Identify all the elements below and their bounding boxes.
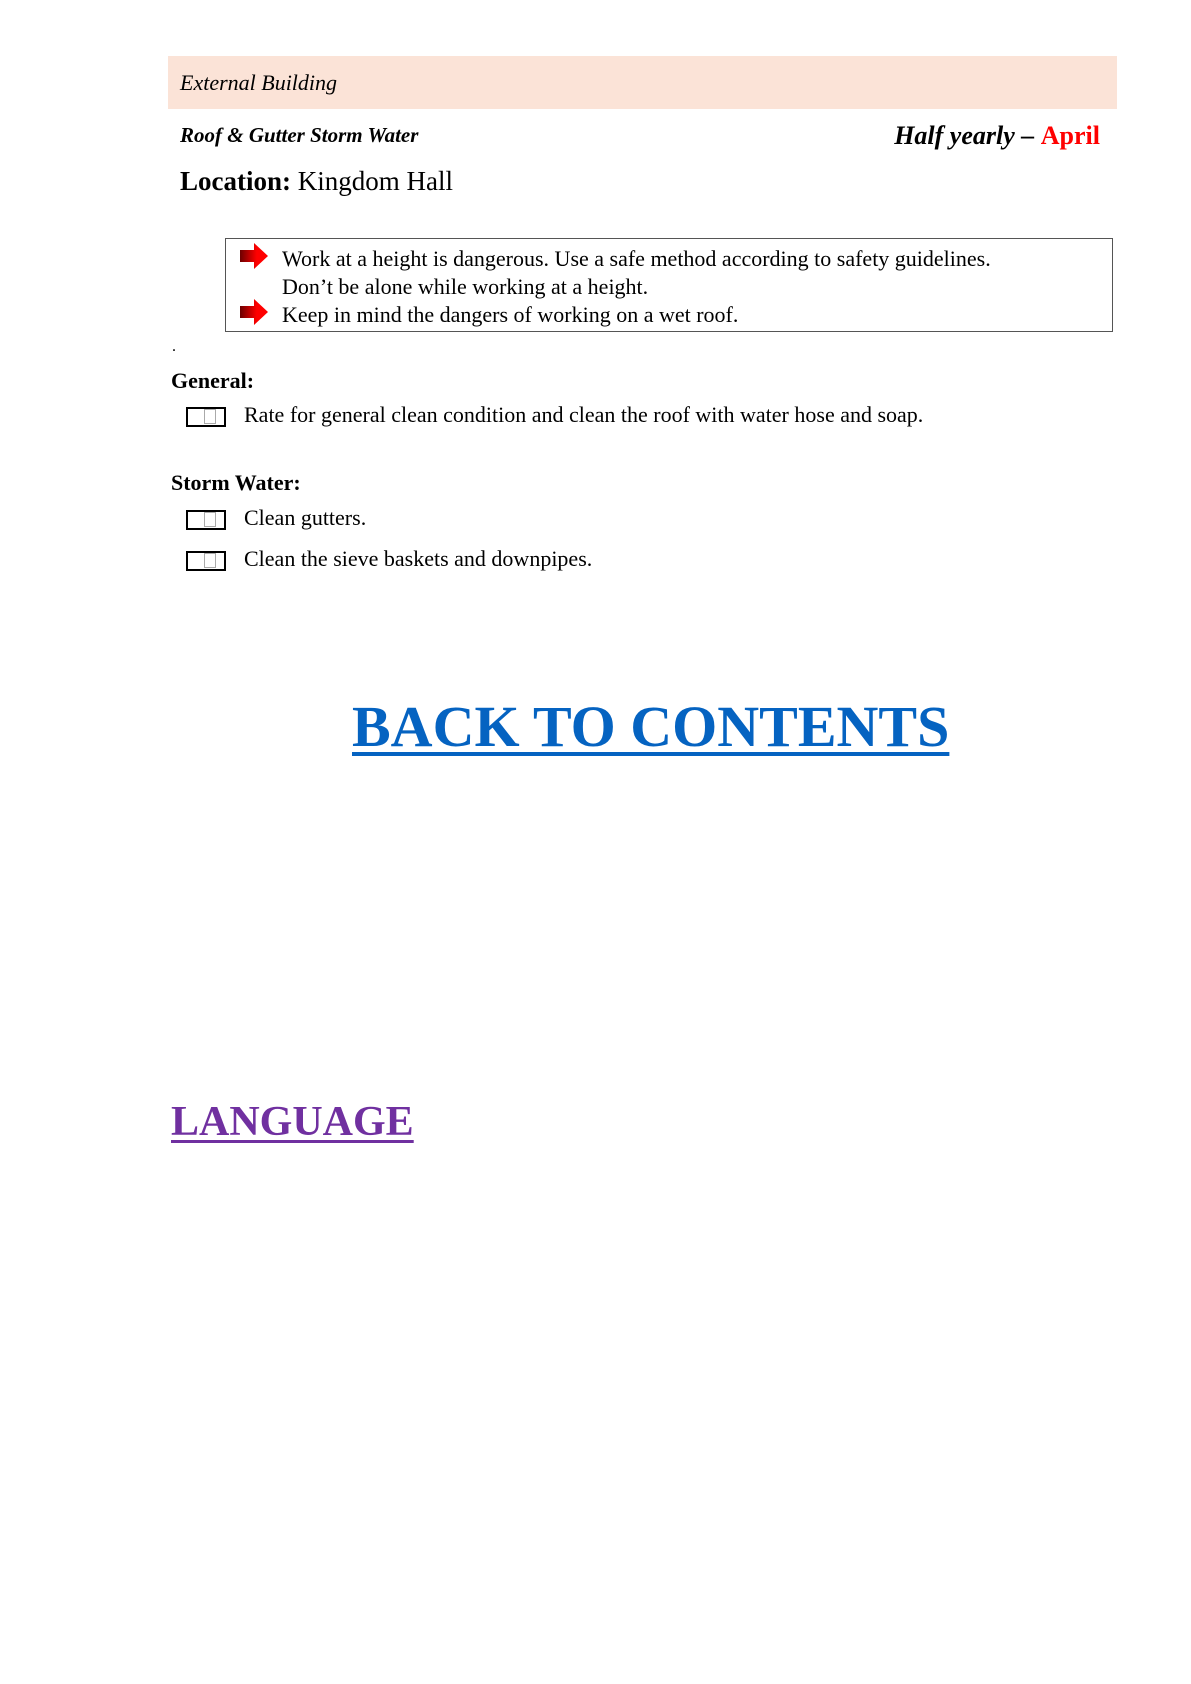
task-label: Rate for general clean condition and clean the roof with water hose and soap. bbox=[244, 402, 924, 427]
frequency-month: April bbox=[1040, 121, 1100, 150]
task-subtitle: Roof & Gutter Storm Water bbox=[180, 123, 419, 147]
arrow-right-icon bbox=[240, 243, 270, 269]
location-label: Location: bbox=[180, 166, 291, 196]
safety-warning-box bbox=[225, 238, 1113, 332]
checkbox[interactable] bbox=[186, 407, 226, 427]
section-title: External Building bbox=[180, 70, 338, 95]
location-value: Kingdom Hall bbox=[291, 166, 453, 196]
section-heading-general: General: bbox=[171, 368, 255, 393]
frequency-label: Half yearly – bbox=[894, 121, 1041, 150]
back-to-contents-link[interactable]: BACK TO CONTENTS bbox=[352, 694, 950, 759]
language-link[interactable]: LANGUAGE bbox=[171, 1099, 414, 1145]
checkbox[interactable] bbox=[186, 510, 226, 530]
stray-mark: . bbox=[172, 338, 176, 355]
section-banner bbox=[168, 56, 1117, 109]
warning-item bbox=[282, 245, 991, 301]
warning-text: Don’t be alone while working at a height. bbox=[282, 274, 649, 299]
task-label: Clean the sieve baskets and downpipes. bbox=[244, 546, 593, 571]
location bbox=[180, 166, 453, 197]
checkbox[interactable] bbox=[186, 551, 226, 571]
frequency bbox=[894, 121, 1100, 151]
checkbox-glyph-icon bbox=[204, 512, 216, 527]
warning-text: Keep in mind the dangers of working on a wet roof. bbox=[282, 302, 739, 327]
warning-text: Work at a height is dangerous. Use a safe method according to safety guidelines. bbox=[282, 246, 991, 271]
checkbox-glyph-icon bbox=[204, 553, 216, 568]
checkbox-glyph-icon bbox=[204, 409, 216, 424]
task-label: Clean gutters. bbox=[244, 505, 367, 530]
warning-item bbox=[282, 301, 738, 329]
arrow-right-icon bbox=[240, 299, 270, 325]
section-heading-storm-water: Storm Water: bbox=[171, 470, 301, 495]
